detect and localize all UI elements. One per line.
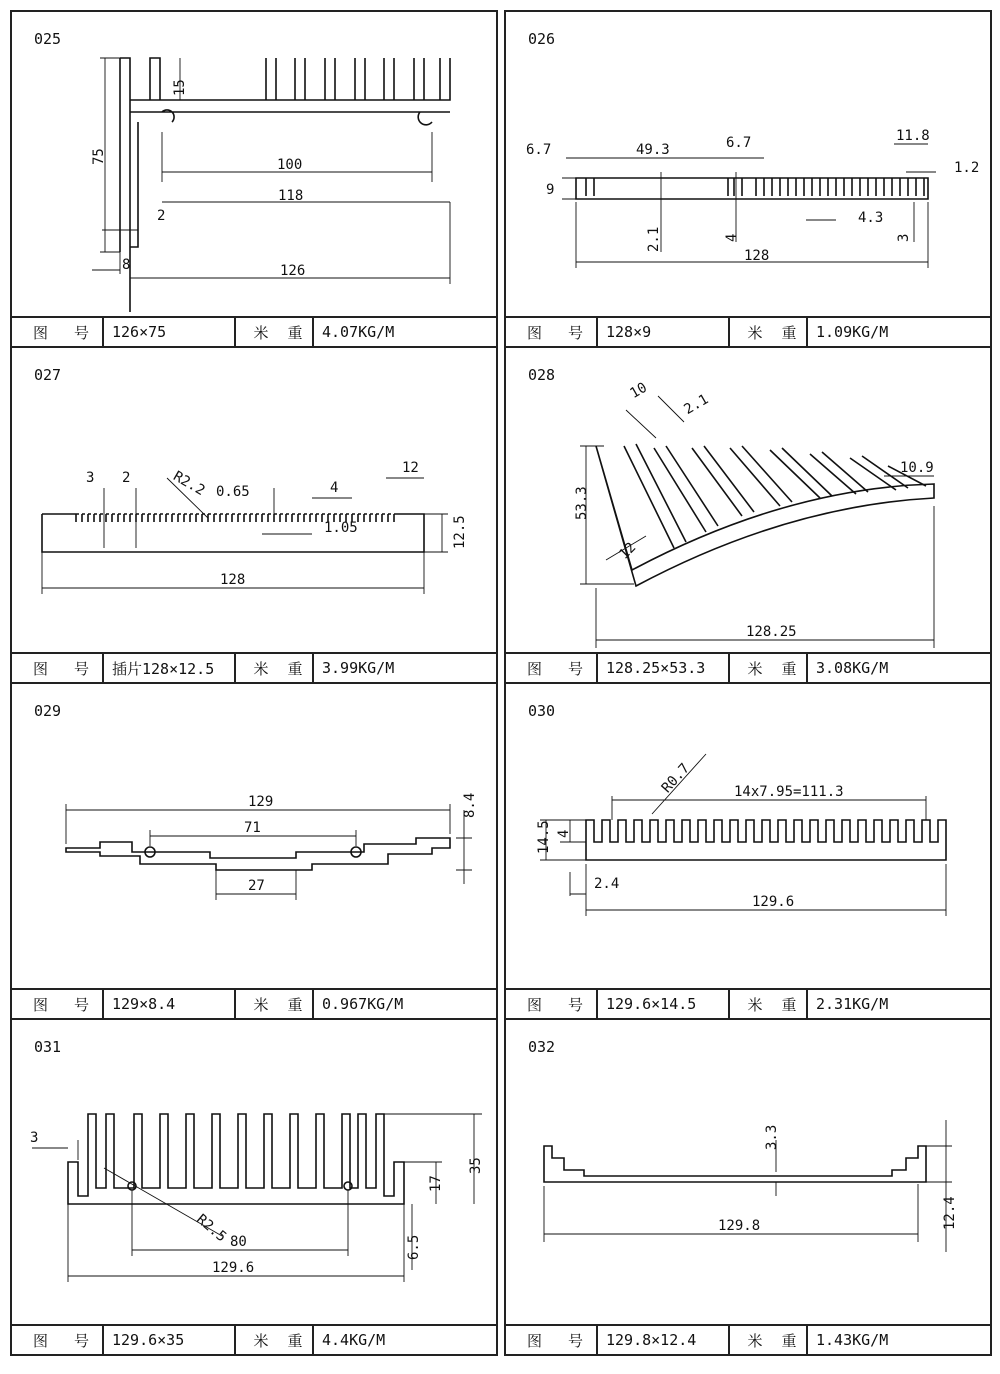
dim-label: 0.65	[216, 484, 250, 500]
figure-no-label: 图 号	[12, 318, 104, 346]
spec-value: 插片128×12.5	[104, 654, 236, 682]
dim-label: 11.8	[896, 128, 930, 144]
drawing-cell-026	[504, 10, 992, 348]
weight-value: 3.99KG/M	[322, 659, 395, 677]
dim-label: 27	[248, 878, 265, 894]
figure-no-label: 图 号	[12, 1326, 104, 1354]
info-row	[506, 652, 990, 682]
weight-value: 0.967KG/M	[322, 995, 404, 1013]
dim-label: R2.5	[193, 1211, 230, 1246]
dim-label: 4.3	[858, 210, 884, 226]
spec-value: 129.6×35	[104, 1326, 236, 1354]
dim-label: 12	[616, 539, 640, 563]
info-row	[506, 1324, 990, 1354]
dim-label: 35	[468, 1157, 484, 1174]
profile-drawing	[12, 1020, 498, 1330]
dim-label: 15	[172, 79, 188, 96]
weight-label: 米 重	[730, 654, 808, 682]
dim-label: 53.3	[574, 486, 590, 520]
dim-label: 3	[30, 1130, 39, 1146]
drawing-cell-028	[504, 346, 992, 684]
drawing-code: 026	[528, 30, 556, 48]
drawing-code: 032	[528, 1038, 556, 1056]
drawing-cell-030	[504, 682, 992, 1020]
weight-label: 米 重	[236, 654, 314, 682]
profile-drawing	[506, 12, 992, 322]
profile-drawing	[12, 348, 498, 658]
weight-value: 1.43KG/M	[816, 1331, 889, 1349]
dim-label: 129	[248, 794, 274, 810]
spec-value: 128×9	[598, 318, 730, 346]
dim-label: 4	[724, 233, 740, 242]
profile-drawing	[506, 348, 992, 658]
dim-label: 4	[330, 480, 339, 496]
drawing-code: 031	[34, 1038, 62, 1056]
spec-value: 128.25×53.3	[598, 654, 730, 682]
dim-label: 10.9	[900, 460, 934, 476]
weight-value: 4.07KG/M	[322, 323, 395, 341]
weight-value: 1.09KG/M	[816, 323, 889, 341]
dim-label: 2.1	[646, 226, 662, 252]
weight-label: 米 重	[236, 990, 314, 1018]
weight-label: 米 重	[730, 1326, 808, 1354]
profile-drawing	[506, 684, 992, 994]
dim-label: 3.3	[764, 1124, 780, 1150]
weight-label: 米 重	[730, 990, 808, 1018]
spec-value: 129.8×12.4	[598, 1326, 730, 1354]
figure-no-label: 图 号	[12, 990, 104, 1018]
dim-label: 129.6	[752, 894, 795, 910]
dim-label: 1.2	[954, 160, 980, 176]
drawing-code: 029	[34, 702, 62, 720]
dim-label: 3	[896, 233, 912, 242]
dim-label: R2.2	[170, 468, 208, 500]
info-row	[12, 316, 496, 346]
dim-label: R0.7	[658, 760, 694, 797]
dim-label: 12	[402, 460, 419, 476]
weight-value: 3.08KG/M	[816, 659, 889, 677]
drawing-cell-032	[504, 1018, 992, 1356]
dim-label: 9	[546, 182, 555, 198]
dim-label: 128	[220, 572, 246, 588]
weight-label: 米 重	[236, 1326, 314, 1354]
info-row	[12, 652, 496, 682]
drawing-code: 027	[34, 366, 62, 384]
dim-label: 14x7.95=111.3	[734, 784, 844, 800]
dim-label: 1.05	[324, 520, 358, 536]
info-row	[506, 316, 990, 346]
drawing-code: 030	[528, 702, 556, 720]
figure-no-label: 图 号	[12, 654, 104, 682]
dim-label: 8.4	[462, 792, 478, 818]
dim-label: 3	[86, 470, 95, 486]
dim-label: 118	[278, 188, 304, 204]
figure-no-label: 图 号	[506, 318, 598, 346]
drawing-cell-031	[10, 1018, 498, 1356]
weight-value: 4.4KG/M	[322, 1331, 386, 1349]
profile-drawing	[12, 12, 498, 322]
dim-label: 100	[277, 157, 303, 173]
drawing-cell-027	[10, 346, 498, 684]
dim-label: 80	[230, 1234, 247, 1250]
profile-drawing	[12, 684, 498, 994]
dim-label: 126	[280, 263, 306, 279]
weight-label: 米 重	[730, 318, 808, 346]
dim-label: 129.6	[212, 1260, 255, 1276]
figure-no-label: 图 号	[506, 1326, 598, 1354]
dim-label: 2.1	[681, 391, 712, 418]
dim-label: 128	[744, 248, 770, 264]
dim-label: 2	[157, 208, 166, 224]
weight-label: 米 重	[236, 318, 314, 346]
info-row	[12, 988, 496, 1018]
info-row	[12, 1324, 496, 1354]
spec-value: 129×8.4	[104, 990, 236, 1018]
dim-label: 128.25	[746, 624, 797, 640]
dim-label: 6.5	[406, 1234, 422, 1260]
dim-label: 12.5	[452, 515, 468, 549]
figure-no-label: 图 号	[506, 990, 598, 1018]
dim-label: 2	[122, 470, 131, 486]
dim-label: 71	[244, 820, 261, 836]
dim-label: 10	[627, 379, 650, 402]
dim-label: 49.3	[636, 142, 670, 158]
spec-value: 126×75	[104, 318, 236, 346]
dim-label: 2.4	[594, 876, 620, 892]
dim-label: 75	[91, 148, 107, 165]
dim-label: 129.8	[718, 1218, 761, 1234]
spec-value: 129.6×14.5	[598, 990, 730, 1018]
weight-value: 2.31KG/M	[816, 995, 889, 1013]
dim-label: 17	[428, 1175, 444, 1192]
figure-no-label: 图 号	[506, 654, 598, 682]
dim-label: 14.5	[536, 820, 552, 854]
dim-label: 8	[122, 257, 131, 273]
dim-label: 6.7	[726, 135, 752, 151]
drawing-code: 028	[528, 366, 556, 384]
info-row	[506, 988, 990, 1018]
dim-label: 4	[556, 829, 572, 838]
drawing-cell-029	[10, 682, 498, 1020]
dim-label: 6.7	[526, 142, 552, 158]
dim-label: 12.4	[942, 1196, 958, 1230]
drawing-cell-025	[10, 10, 498, 348]
drawing-code: 025	[34, 30, 62, 48]
profile-drawing	[506, 1020, 992, 1330]
